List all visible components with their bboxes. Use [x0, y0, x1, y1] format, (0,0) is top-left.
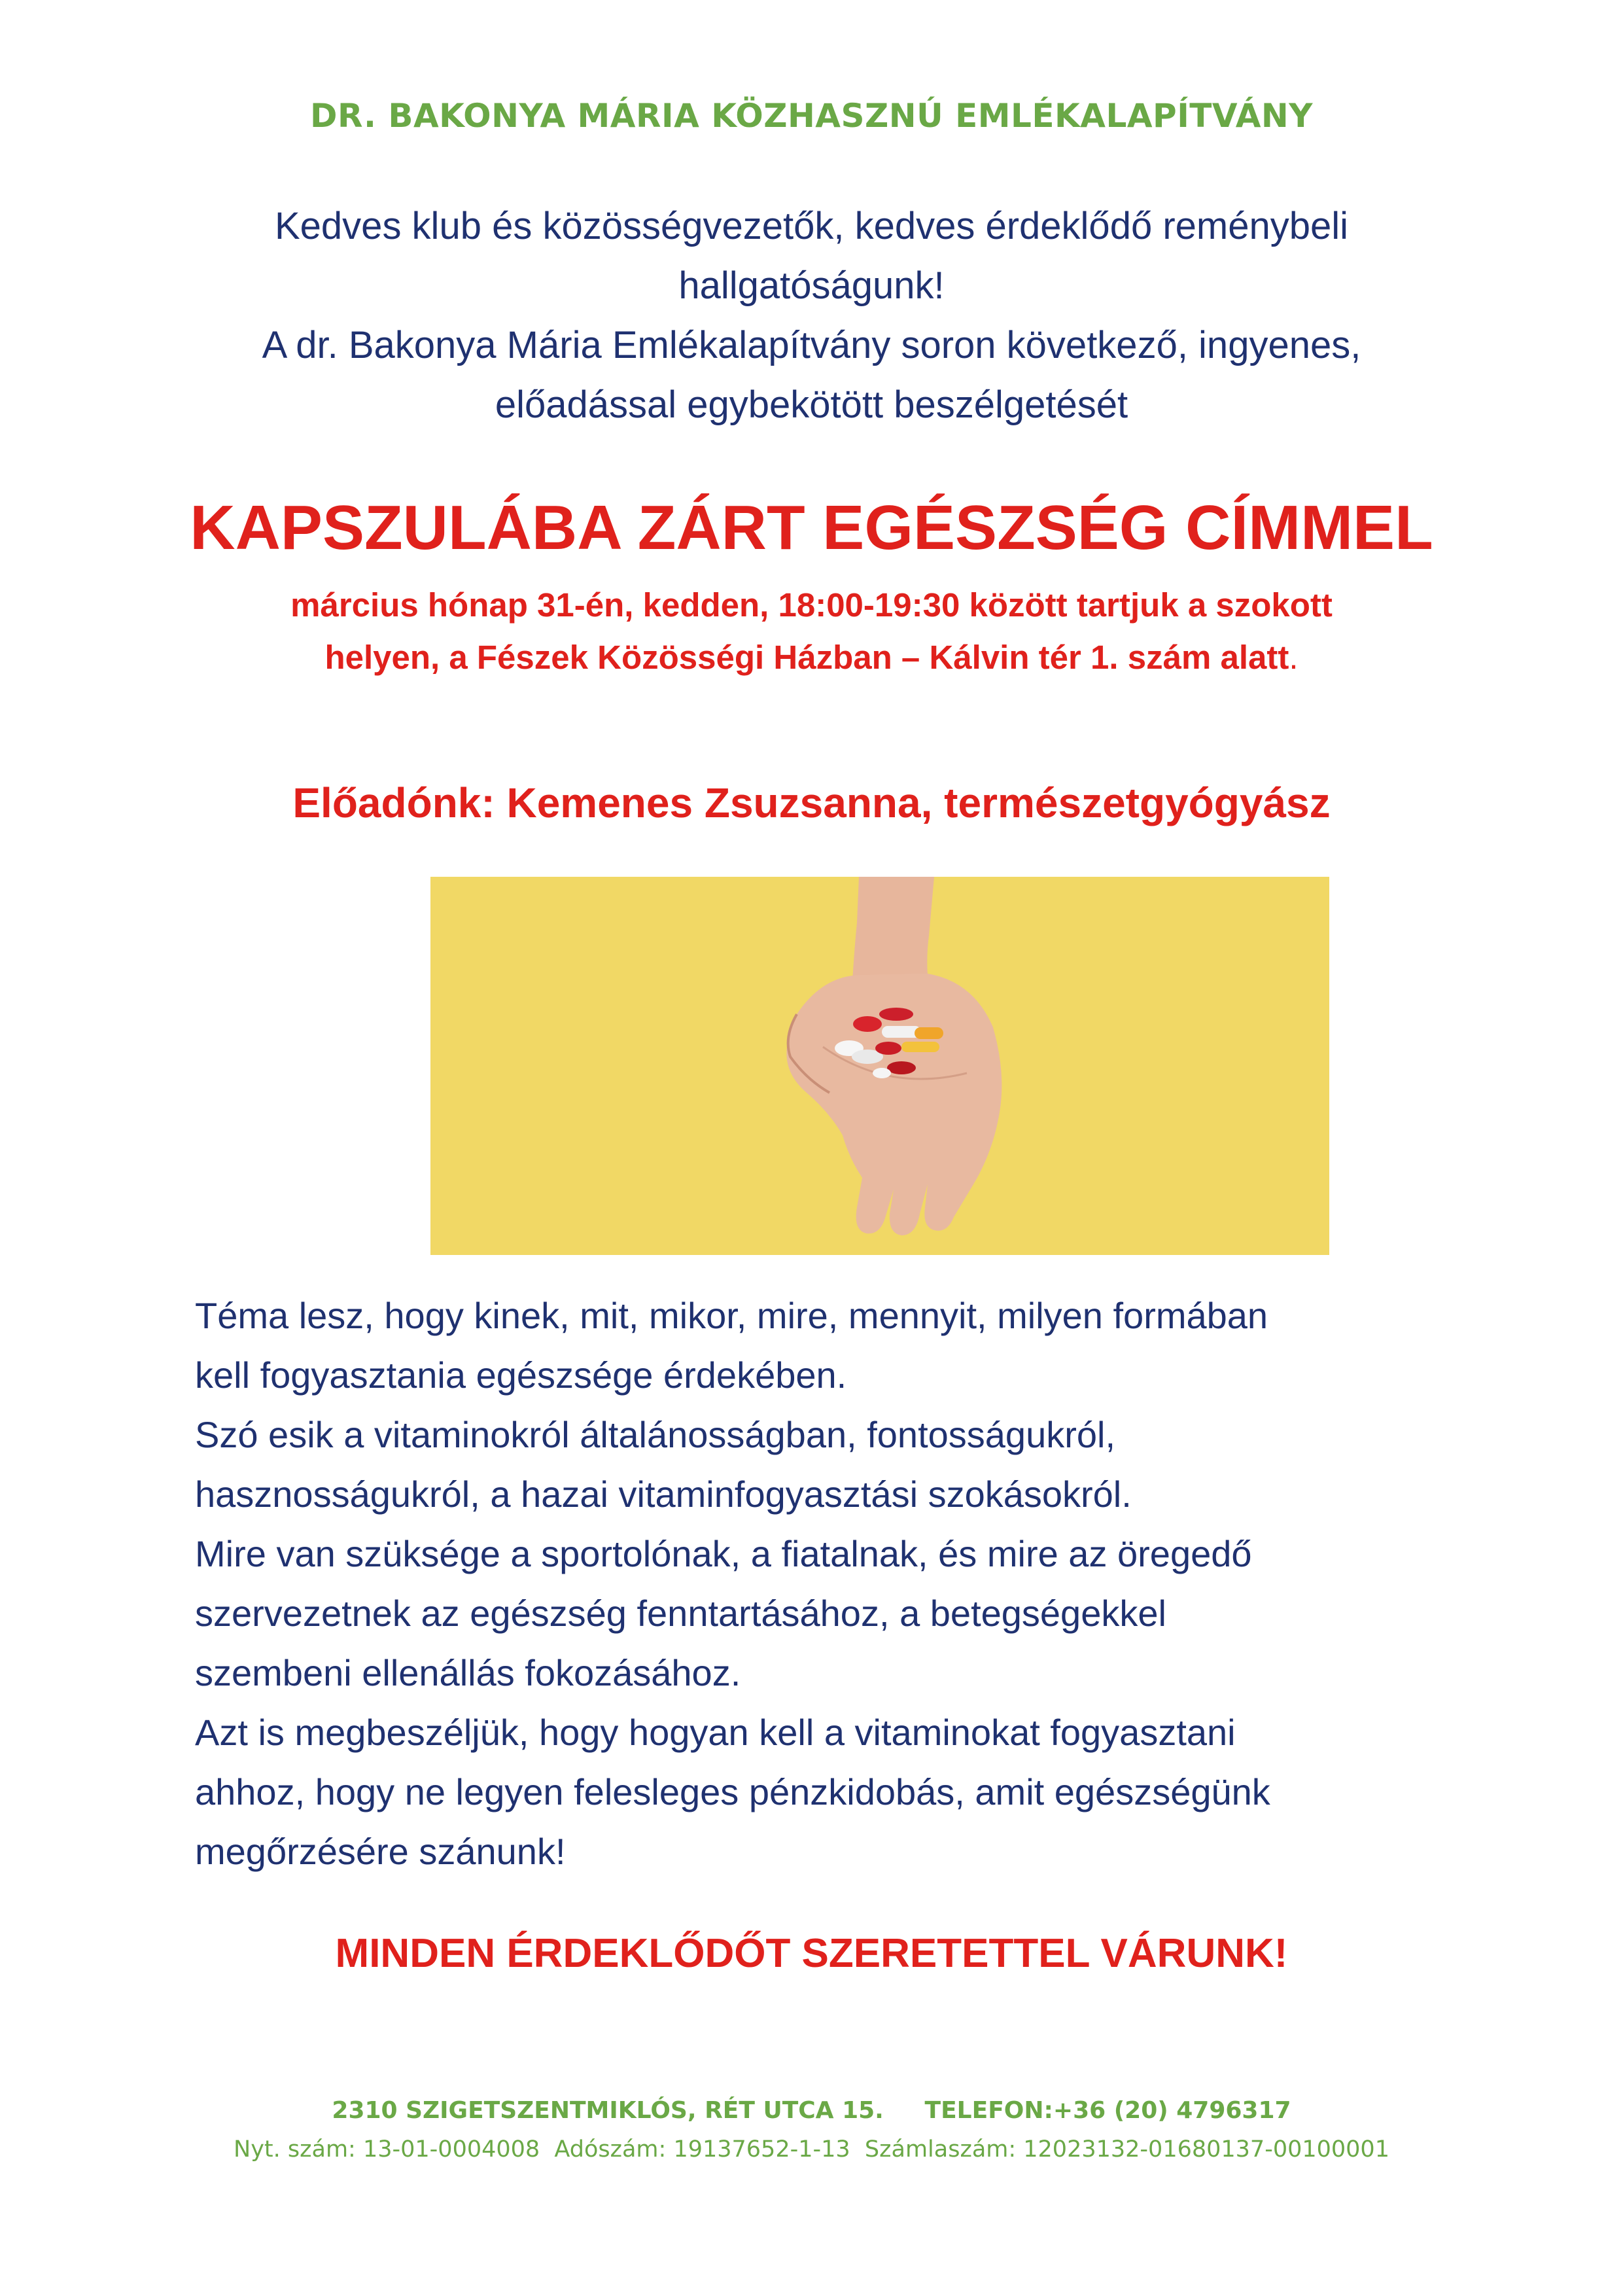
body-line: Téma lesz, hogy kinek, mit, mikor, mire, mennyit, milyen formában — [195, 1295, 1268, 1336]
hand-with-pills-illustration — [430, 877, 1329, 1255]
event-details-line: március hónap 31-én, kedden, 18:00-19:30 között tartjuk a szokott — [290, 586, 1333, 624]
intro-line: hallgatóságunk! — [678, 264, 945, 307]
closing-invitation: MINDEN ÉRDEKLŐDŐT SZERETETTEL VÁRUNK! — [335, 1931, 1288, 1976]
event-location: helyen, a Fészek Közösségi Házban – Kálvin tér 1. szám alatt — [324, 639, 1289, 676]
body-line: Szó esik a vitaminokról általánosságban, fontosságukról, — [195, 1414, 1115, 1455]
body-line: hasznosságukról, a hazai vitaminfogyasztási szokásokról. — [195, 1474, 1132, 1515]
body-line: szembeni ellenállás fokozásához. — [195, 1652, 741, 1693]
intro-line: előadással egybekötött beszélgetését — [495, 383, 1128, 426]
body-line: szervezetnek az egészség fenntartásához, a betegségekkel — [195, 1593, 1166, 1634]
event-details-line — [131, 631, 1492, 684]
intro-line: Kedves klub és közösségvezetők, kedves érdeklődő reménybeli — [274, 205, 1349, 247]
topic-description — [195, 1286, 1477, 1881]
body-line: megőrzésére szánunk! — [195, 1831, 566, 1872]
organization-title: DR. BAKONYA MÁRIA KÖZHASZNÚ EMLÉKALAPÍTVÁNY — [310, 97, 1313, 135]
footer-registration-ids: Nyt. szám: 13-01-0004008 Adószám: 19137652-1-13 Számlaszám: 12023132-01680137-00100001 — [234, 2136, 1389, 2163]
footer-address: 2310 SZIGETSZENTMIKLÓS, RÉT UTCA 15. TELEFON:+36 (20) 4796317 — [332, 2097, 1291, 2124]
event-title: KAPSZULÁBA ZÁRT EGÉSZSÉG CÍMMEL — [190, 493, 1433, 563]
event-details — [131, 579, 1492, 684]
speaker-heading: Előadónk: Kemenes Zsuzsanna, természetgyógyász — [292, 779, 1331, 826]
body-line: ahhoz, hogy ne legyen felesleges pénzkidobás, amit egészségünk — [195, 1771, 1270, 1812]
intro-text — [131, 196, 1492, 434]
intro-line: A dr. Bakonya Mária Emlékalapítvány soron következő, ingyenes, — [262, 324, 1361, 366]
hand-with-pills-photo — [430, 877, 1329, 1255]
body-line: Azt is megbeszéljük, hogy hogyan kell a vitaminokat fogyasztani — [195, 1712, 1236, 1753]
body-line: Mire van szüksége a sportolónak, a fiatalnak, és mire az öregedő — [195, 1533, 1252, 1574]
event-details-period: . — [1289, 639, 1299, 676]
body-line: kell fogyasztania egészsége érdekében. — [195, 1354, 847, 1396]
